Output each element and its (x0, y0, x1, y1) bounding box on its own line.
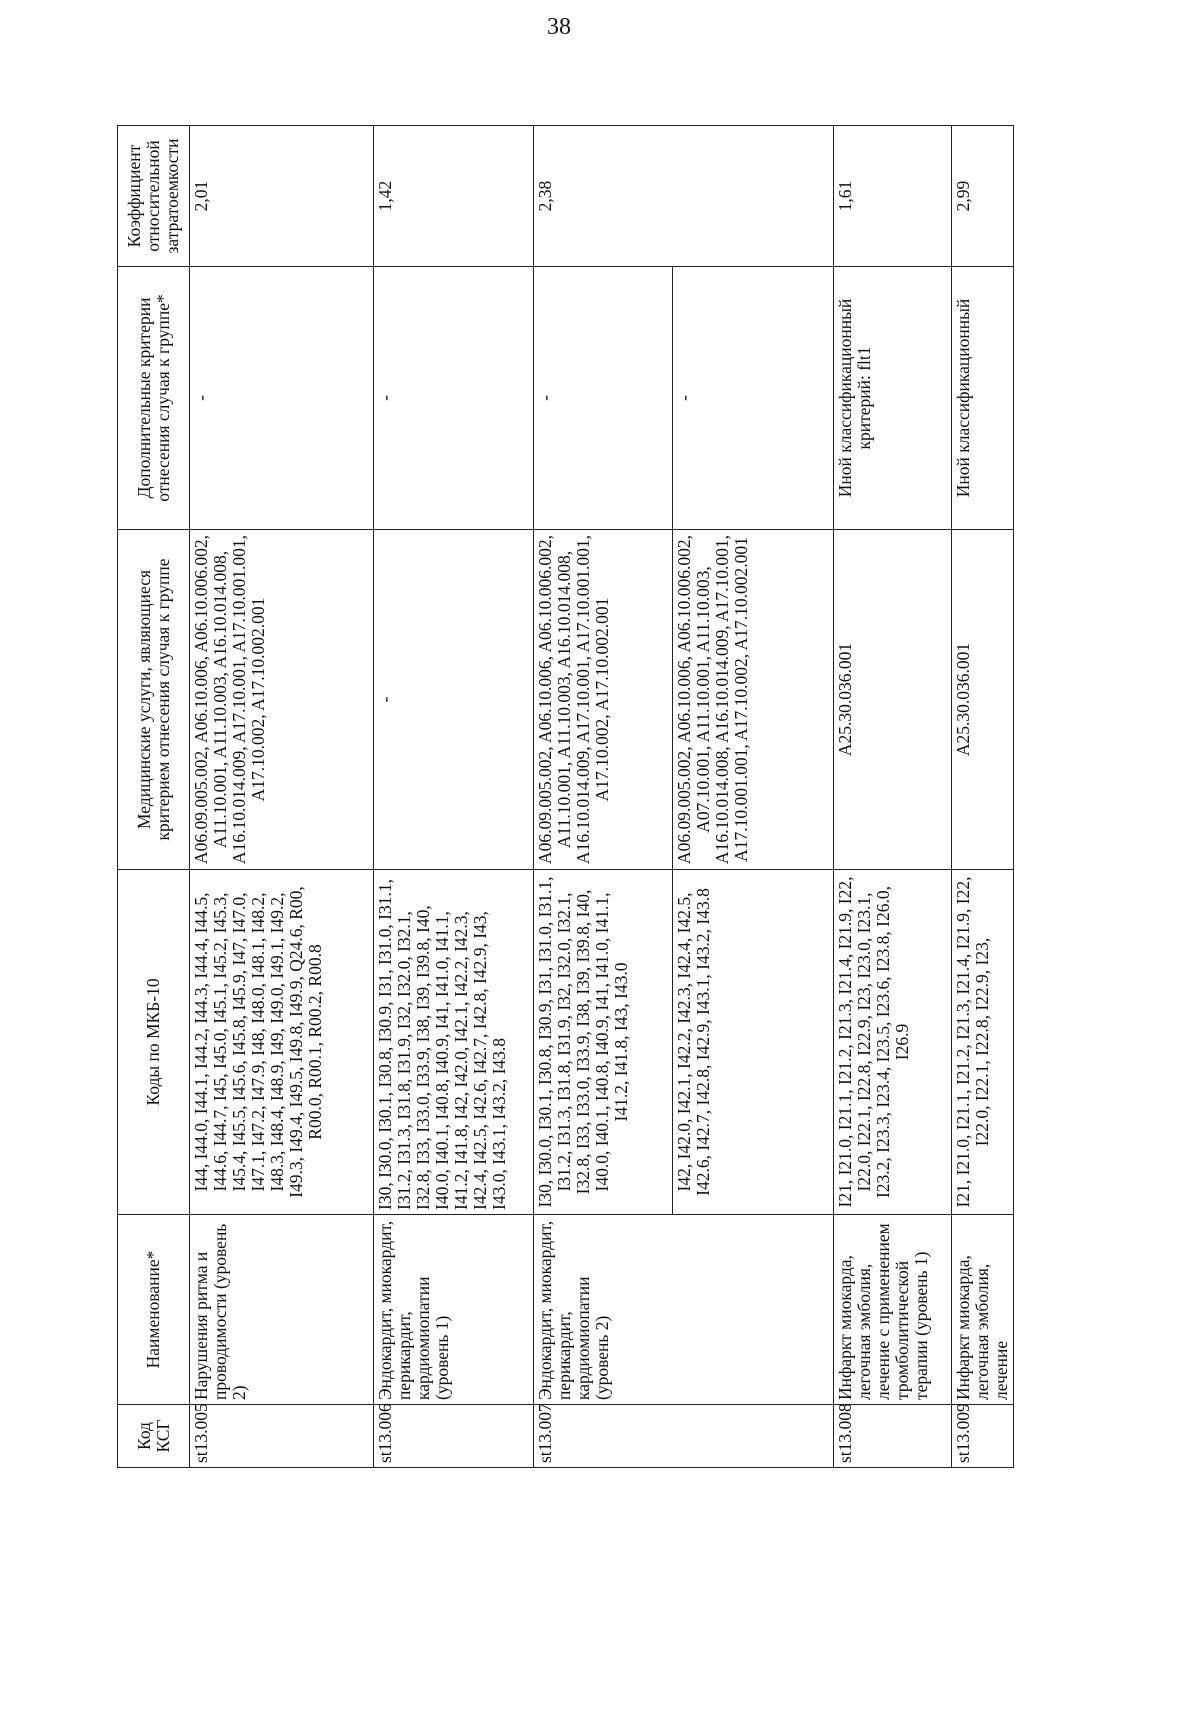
row-name: Инфаркт миокарда, легочная эмболия, лечение с применением тромболитической терапии (уровень 1) (834, 1215, 952, 1405)
row-name: Эндокардит, миокардит, перикардит, кардиомиопатии (уровень 2) (534, 1215, 834, 1405)
table-row (190, 126, 374, 1468)
header-name: Наименование* (118, 1215, 190, 1405)
row-coef: 2,99 (952, 126, 1014, 267)
table-header-row (118, 126, 190, 1468)
row-extra: - (534, 267, 673, 530)
ksg-table (117, 125, 1014, 1468)
header-coef: Коэффициент относительной затратоемкости (118, 126, 190, 267)
row-extra: Иной классификационный критерий: flt1 (834, 267, 952, 530)
table-row (952, 126, 1014, 1468)
row-icd: I44, I44.0, I44.1, I44.2, I44.3, I44.4, I44.5, I44.6, I44.7, I45, I45.0, I45.1, I45.2, I45.3, I45.4, I45.5, I45.6, I45.8, I45.9, I47, I47.0, I47.1, I47.2, I47.9, I48, I48.0, I48.1, I48.2, I48.3, I48.4, I48.9, I49, I49.0, I49.1, I49.2, I49.3, I49.4, I49.5, I49.8, I49.9, Q24.6, R00, R00.0, R00.1, R00.2, R00.8 (190, 870, 374, 1215)
row-coef: 2,38 (534, 126, 834, 267)
row-services: A06.09.005.002, A06.10.006, A06.10.006.002, A11.10.001, A11.10.003, A16.10.014.008, A16.10.014.009, A17.10.001, A17.10.001.001, A17.10.002, A17.10.002.001 (534, 530, 673, 870)
row-coef: 2,01 (190, 126, 374, 267)
header-extra: Дополнительные критерии отнесения случая к группе* (118, 267, 190, 530)
rotated-table-container (117, 126, 1011, 1468)
header-services: Медицинские услуги, являющиеся критерием отнесения случая к группе (118, 530, 190, 870)
row-extra: - (673, 267, 834, 530)
page-number: 38 (547, 14, 571, 40)
row-code: st13.005 (190, 1405, 374, 1468)
row-extra: Иной классификационный (952, 267, 1014, 530)
row-icd: I21, I21.0, I21.1, I21.2, I21.3, I21.4, I21.9, I22, I22.0, I22.1, I22.8, I22.9, I23, I23.0, I23.1, I23.2, I23.3, I23.4, I23.5, I23.6, I23.8, I26.0, I26.9 (834, 870, 952, 1215)
table-row (374, 126, 534, 1468)
row-name: Эндокардит, миокардит, перикардит, кардиомиопатии (уровень 1) (374, 1215, 534, 1405)
header-icd: Коды по МКБ-10 (118, 870, 190, 1215)
row-icd: I30, I30.0, I30.1, I30.8, I30.9, I31, I31.0, I31.1, I31.2, I31.3, I31.8, I31.9, I32, I32.0, I32.1, I32.8, I33, I33.0, I33.9, I38, I39, I39.8, I40, I40.0, I40.1, I40.8, I40.9, I41, I41.0, I41.1, I41.2, I41.8, I43, I43.0 (534, 870, 673, 1215)
row-extra: - (374, 267, 534, 530)
table-row (534, 126, 673, 1468)
row-services: A06.09.005.002, A06.10.006, A06.10.006.002, A11.10.001, A11.10.003, A16.10.014.008, A16.10.014.009, A17.10.001, A17.10.001.001, A17.10.002, A17.10.002.001 (190, 530, 374, 870)
row-coef: 1,61 (834, 126, 952, 267)
row-icd: I21, I21.0, I21.1, I21.2, I21.3, I21.4, I21.9, I22, I22.0, I22.1, I22.8, I22.9, I23, (952, 870, 1014, 1215)
row-name: Инфаркт миокарда, легочная эмболия, лечение (952, 1215, 1014, 1405)
row-services: A06.09.005.002, A06.10.006, A06.10.006.002, A07.10.001, A11.10.001, A11.10.003, A16.10.014.008, A16.10.014.009, A17.10.001, A17.10.001.001, A17.10.002, A17.10.002.001 (673, 530, 834, 870)
row-icd: I42, I42.0, I42.1, I42.2, I42.3, I42.4, I42.5, I42.6, I42.7, I42.8, I42.9, I43.1, I43.2, I43.8 (673, 870, 834, 1215)
row-code: st13.008 (834, 1405, 952, 1468)
row-extra: - (190, 267, 374, 530)
row-code: st13.006 (374, 1405, 534, 1468)
table-row (834, 126, 952, 1468)
row-name: Нарушения ритма и проводимости (уровень 2) (190, 1215, 374, 1405)
row-services: A25.30.036.001 (952, 530, 1014, 870)
row-services: - (374, 530, 534, 870)
row-services: A25.30.036.001 (834, 530, 952, 870)
row-icd: I30, I30.0, I30.1, I30.8, I30.9, I31, I31.0, I31.1, I31.2, I31.3, I31.8, I31.9, I32, I32.0, I32.1, I32.8, I33, I33.0, I33.9, I38, I39, I39.8, I40, I40.0, I40.1, I40.8, I40.9, I41, I41.0, I41.1, I41.2, I41.8, I42, I42.0, I42.1, I42.2, I42.3, I42.4, I42.5, I42.6, I42.7, I42.8, I42.9, I43, I43.0, I43.1, I43.2, I43.8 (374, 870, 534, 1215)
row-coef: 1,42 (374, 126, 534, 267)
row-code: st13.009 (952, 1405, 1014, 1468)
row-code: st13.007 (534, 1405, 834, 1468)
header-code: Код КСГ (118, 1405, 190, 1468)
